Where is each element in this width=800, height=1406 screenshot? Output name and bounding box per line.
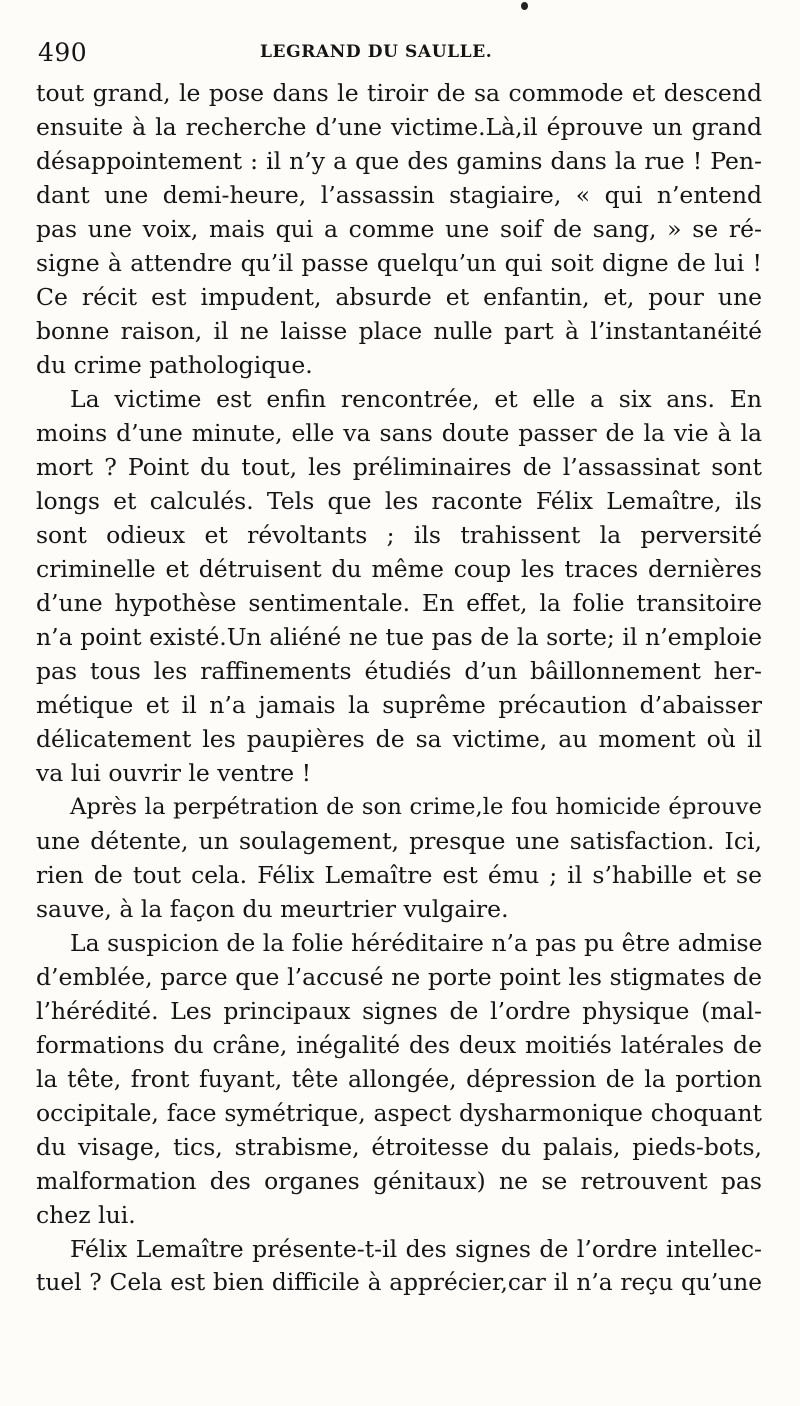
text-line: d’une hypothèse sentimentale. En effet, la folie transitoire xyxy=(36,589,762,617)
text-line: formations du crâne, inégalité des deux moitiés latérales de xyxy=(36,1031,762,1059)
text-line: bonne raison, il ne laisse place nulle part à l’instantanéité xyxy=(36,317,762,345)
text-line: n’a point existé.Un aliéné ne tue pas de la sorte; il n’emploie xyxy=(36,623,762,651)
text-line: délicatement les paupières de sa victime, au moment où il xyxy=(36,725,762,753)
paragraph xyxy=(36,926,762,1232)
text-line: occipitale, face symétrique, aspect dysharmonique choquant xyxy=(36,1099,762,1127)
text-line: malformation des organes génitaux) ne se retrouvent pas xyxy=(36,1167,762,1195)
text-line: dant une demi-heure, l’assassin stagiaire, « qui n’entend xyxy=(36,181,762,209)
text-line: La victime est enfin rencontrée, et elle a six ans. En xyxy=(70,385,762,413)
text-line: métique et il n’a jamais la suprême précaution d’abaisser xyxy=(36,691,762,719)
body-text xyxy=(36,76,762,1300)
running-head: LEGRAND DU SAULLE. xyxy=(260,42,493,62)
paragraph xyxy=(36,382,762,790)
text-line: criminelle et détruisent du même coup les traces dernières xyxy=(36,555,762,583)
text-line: tuel ? Cela est bien difficile à apprécier,car il n’a reçu qu’une xyxy=(36,1269,762,1296)
text-line: va lui ouvrir le ventre ! xyxy=(36,759,312,787)
text-line: sauve, à la façon du meurtrier vulgaire. xyxy=(36,895,509,923)
text-line: tout grand, le pose dans le tiroir de sa commode et descend xyxy=(36,79,762,107)
ink-dot xyxy=(521,2,528,10)
text-line: longs et calculés. Tels que les raconte Félix Lemaître, ils xyxy=(36,487,762,515)
text-line: moins d’une minute, elle va sans doute passer de la vie à la xyxy=(36,419,762,447)
text-line: Félix Lemaître présente-t-il des signes de l’ordre intellec- xyxy=(70,1235,762,1263)
text-line: d’emblée, parce que l’accusé ne porte point les stigmates de xyxy=(36,963,762,991)
text-line: la tête, front fuyant, tête allongée, dépression de la portion xyxy=(36,1065,762,1093)
text-line: signe à attendre qu’il passe quelqu’un qui soit digne de lui ! xyxy=(36,249,762,277)
text-line: Ce récit est impudent, absurde et enfantin, et, pour une xyxy=(36,283,762,311)
text-line: l’hérédité. Les principaux signes de l’ordre physique (mal- xyxy=(36,997,762,1025)
paragraph xyxy=(36,76,762,382)
paragraph xyxy=(36,1232,762,1300)
page-number: 490 xyxy=(38,38,88,67)
text-line: chez lui. xyxy=(36,1201,136,1229)
text-line: pas tous les raffinements étudiés d’un bâillonnement her- xyxy=(36,657,762,685)
paragraph xyxy=(36,790,762,926)
text-line: pas une voix, mais qui a comme une soif de sang, » se ré- xyxy=(36,215,762,243)
text-line: du crime pathologique. xyxy=(36,351,313,379)
text-line: sont odieux et révoltants ; ils trahissent la perversité xyxy=(36,521,762,549)
text-line: La suspicion de la folie héréditaire n’a pas pu être admise xyxy=(70,929,763,957)
text-line: Après la perpétration de son crime,le fou homicide éprouve xyxy=(70,794,762,820)
text-line: une détente, un soulagement, presque une satisfaction. Ici, xyxy=(36,827,762,855)
text-line: ensuite à la recherche d’une victime.Là,il éprouve un grand xyxy=(36,113,762,141)
text-line: désappointement : il n’y a que des gamins dans la rue ! Pen- xyxy=(36,147,762,175)
page-header xyxy=(38,38,778,70)
text-line: du visage, tics, strabisme, étroitesse du palais, pieds-bots, xyxy=(36,1133,762,1161)
text-line: mort ? Point du tout, les préliminaires de l’assassinat sont xyxy=(36,453,762,481)
text-line: rien de tout cela. Félix Lemaître est ému ; il s’habille et se xyxy=(36,861,762,889)
